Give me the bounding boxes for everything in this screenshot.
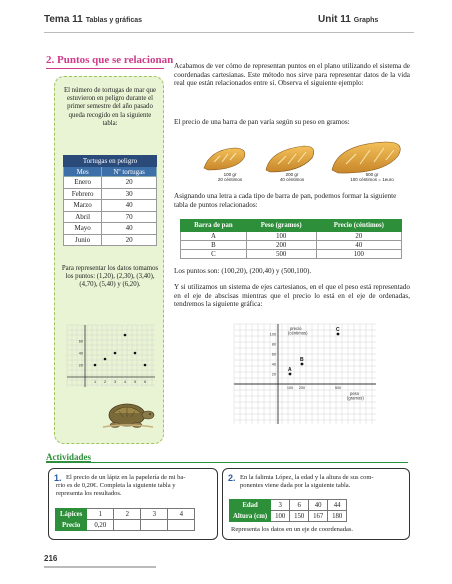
turtle-icon: [99, 395, 155, 429]
unit-title-es-sub: Tablas y gráficas: [85, 17, 143, 24]
exercise-number: 2.: [228, 473, 236, 483]
table-cell: 180: [328, 511, 347, 522]
table-cell: 40: [102, 200, 157, 212]
data-point: [144, 364, 147, 367]
y-tick-label: 20: [78, 363, 83, 368]
table-row: [64, 200, 157, 212]
table-cell: 20: [102, 177, 157, 189]
turtle-graph: [63, 321, 159, 391]
sidebar-points-text: Para representar los datos tomamos los puntos: (1,20), (2,30), (3,40), (4,70), (5,40) y (6,20).: [61, 265, 159, 289]
table-row: [230, 511, 347, 522]
exercise-1-text-line: rrio es de 0,20€. Completa la siguiente tabla y: [56, 482, 176, 489]
table-cell: 3: [141, 509, 168, 520]
table-cell: 40: [102, 223, 157, 235]
table-row: [64, 223, 157, 235]
table-cell: 500: [246, 250, 316, 259]
table-row-header: Lápices: [56, 509, 87, 520]
page-header: [0, 0, 452, 40]
answer-cell[interactable]: [114, 520, 141, 531]
x-tick-label: 5: [133, 380, 137, 384]
y-tick-label: 40: [271, 362, 276, 367]
bread-price: 40 céntimos: [279, 177, 305, 182]
turtle-table: [63, 155, 157, 246]
table-row: [64, 188, 157, 200]
table-cell: B: [181, 241, 247, 250]
unit-title-en-main: Unit 11: [318, 14, 351, 25]
table-cell: 30: [102, 188, 157, 200]
table-row: [64, 234, 157, 246]
turtle-table-header: Mes: [64, 167, 102, 177]
data-point: [289, 373, 292, 376]
point-label: B: [300, 357, 304, 363]
bread-table-header: Peso (gramos): [246, 220, 316, 232]
exercise-number: 1.: [54, 473, 62, 483]
exercise-1-text-line: representa los resultados.: [56, 490, 122, 497]
table-row: [181, 250, 402, 259]
unit-title-en-sub: Graphs: [353, 17, 379, 24]
table-cell: 20: [102, 234, 157, 246]
x-tick-label: 200: [298, 386, 306, 390]
y-tick-label: 80: [271, 342, 276, 347]
point-label: A: [288, 367, 292, 373]
table-row: [64, 211, 157, 223]
y-axis-label: (céntimos): [288, 330, 308, 336]
table-cell: 200: [246, 241, 316, 250]
table-cell: 100: [246, 232, 316, 241]
bread-price: 20 céntimos: [217, 177, 243, 182]
table-cell: 40: [316, 241, 401, 250]
family-table: [229, 499, 347, 522]
x-tick-label: 2: [103, 380, 107, 384]
bread-table-header: Barra de pan: [181, 220, 247, 232]
table-cell: 100: [316, 250, 401, 259]
data-point: [94, 364, 97, 367]
bread-price-graph: [232, 322, 378, 426]
bread-price: 100 céntimos = 1euro: [350, 177, 394, 182]
assign-paragraph: Asignando una letra a cada tipo de barra de pan, podemos formar la siguiente tabla de puntos relacionados:: [174, 192, 397, 209]
unit-title-es: [44, 14, 142, 25]
table-cell: Junio: [64, 234, 102, 246]
bread-loaves-icon: [200, 140, 406, 176]
table-cell: 167: [309, 511, 328, 522]
section-title: 2. Puntos que se relacionan: [46, 54, 174, 66]
table-cell: 6: [290, 500, 309, 511]
table-row: [64, 177, 157, 189]
table-cell: C: [181, 250, 247, 259]
table-cell: 44: [328, 500, 347, 511]
intro-paragraph: Acabamos de ver cómo de representan puntos en el plano utilizando el sistema de coordenadas cartesianas. Este método nos sirve para representar datos de la vida real que están relacionados entre sí. Observa el siguiente ejemplo:: [174, 62, 410, 87]
exercise-1-box: [48, 468, 218, 540]
table-cell: 2: [114, 509, 141, 520]
exercise-2-instruction: Representa los datos en un eje de coordenadas.: [231, 526, 354, 533]
data-point: [114, 352, 117, 355]
table-row-header: Precio: [56, 520, 87, 531]
page-number: 216: [44, 554, 58, 563]
table-row: [56, 509, 195, 520]
bread-illustration: [200, 140, 406, 186]
table-cell: Febrero: [64, 188, 102, 200]
y-tick-label: 60: [271, 352, 276, 357]
table-cell: Abril: [64, 211, 102, 223]
table-row: [181, 232, 402, 241]
x-tick-label: 3: [113, 380, 117, 384]
y-tick-label: 20: [271, 372, 276, 377]
x-tick-label: 1: [93, 380, 97, 384]
header-divider: [44, 32, 414, 33]
exercise-2-text-line: ponentes viene dada por la siguiente tabla.: [240, 482, 351, 489]
table-cell: 40: [309, 500, 328, 511]
y-tick-label: 100: [269, 332, 276, 337]
data-point: [104, 358, 107, 361]
turtle-table-header: Nº tortugas: [102, 167, 157, 177]
points-sentence: Los puntos son: (100,20), (200,40) y (500,100).: [174, 267, 312, 275]
exercise-1-text-line: El precio de un lápiz en la papelería de mi ba-: [66, 474, 186, 481]
unit-title-en: [318, 14, 378, 25]
sidebar-intro: El número de tortugas de mar que estuvieron en peligro durante el primer semestre del año pasado queda recogido en la siguiente tabla:: [63, 87, 157, 127]
table-cell: 0,20: [87, 520, 114, 531]
bread-label-b: [272, 172, 312, 182]
table-cell: Marzo: [64, 200, 102, 212]
table-cell: Enero: [64, 177, 102, 189]
table-cell: 70: [102, 211, 157, 223]
x-tick-label: 500: [334, 386, 342, 390]
bread-price-sentence: El precio de una barra de pan varía según su peso en gramos:: [174, 118, 350, 126]
x-axis-label: peso: [350, 391, 360, 396]
bread-weight: 200 gr: [285, 172, 299, 177]
table-row: [181, 241, 402, 250]
table-cell: 100: [271, 511, 290, 522]
table-cell: 1: [87, 509, 114, 520]
x-tick-label: 4: [123, 380, 127, 384]
bread-label-a: [210, 172, 250, 182]
table-row: [230, 500, 347, 511]
data-point: [134, 352, 137, 355]
answer-cell[interactable]: [168, 520, 195, 531]
table-cell: 20: [316, 232, 401, 241]
activities-title: Actividades: [46, 452, 91, 462]
table-row-header: Altura (cm): [230, 511, 271, 522]
table-cell: 3: [271, 500, 290, 511]
table-cell: 150: [290, 511, 309, 522]
exercise-2-box: [222, 468, 410, 540]
x-tick-label: 6: [143, 380, 147, 384]
x-axis-label: (gramos): [347, 395, 364, 401]
bread-label-c: [340, 172, 404, 182]
turtle-table-caption: Tortugas en peligro: [64, 156, 157, 167]
activities-underline: [46, 462, 408, 463]
table-cell: 4: [168, 509, 195, 520]
table-row: [56, 520, 195, 531]
bread-table: [180, 219, 402, 259]
point-label: C: [336, 327, 340, 333]
sidebar-box: [54, 76, 164, 444]
data-point: [337, 333, 340, 336]
data-point: [301, 363, 304, 366]
unit-title-es-main: Tema 11: [44, 14, 83, 25]
y-axis-label: precio: [290, 326, 302, 331]
exercise-2-text-line: En la falimia López, la edad y la altura de sus com-: [240, 474, 374, 481]
y-tick-label: 40: [78, 351, 83, 356]
data-point: [124, 334, 127, 337]
answer-cell[interactable]: [141, 520, 168, 531]
footer-divider: [44, 566, 156, 568]
y-tick-label: 60: [78, 339, 83, 344]
axes-paragraph: Y si utilizamos un sistema de ejes cartesianos, en el que el peso está representado en el eje de abscisas mientras que el precio lo está en el eje de ordenadas, tendremos la siguiente gráfica:: [174, 283, 410, 308]
pencil-table: [55, 508, 195, 531]
bread-weight: 500 gr: [365, 172, 379, 177]
table-cell: A: [181, 232, 247, 241]
table-row-header: Edad: [230, 500, 271, 511]
x-tick-label: 100: [286, 386, 294, 390]
table-cell: Mayo: [64, 223, 102, 235]
bread-table-header: Precio (céntimos): [316, 220, 401, 232]
section-underline: [46, 68, 164, 69]
bread-weight: 100 gr: [223, 172, 237, 177]
